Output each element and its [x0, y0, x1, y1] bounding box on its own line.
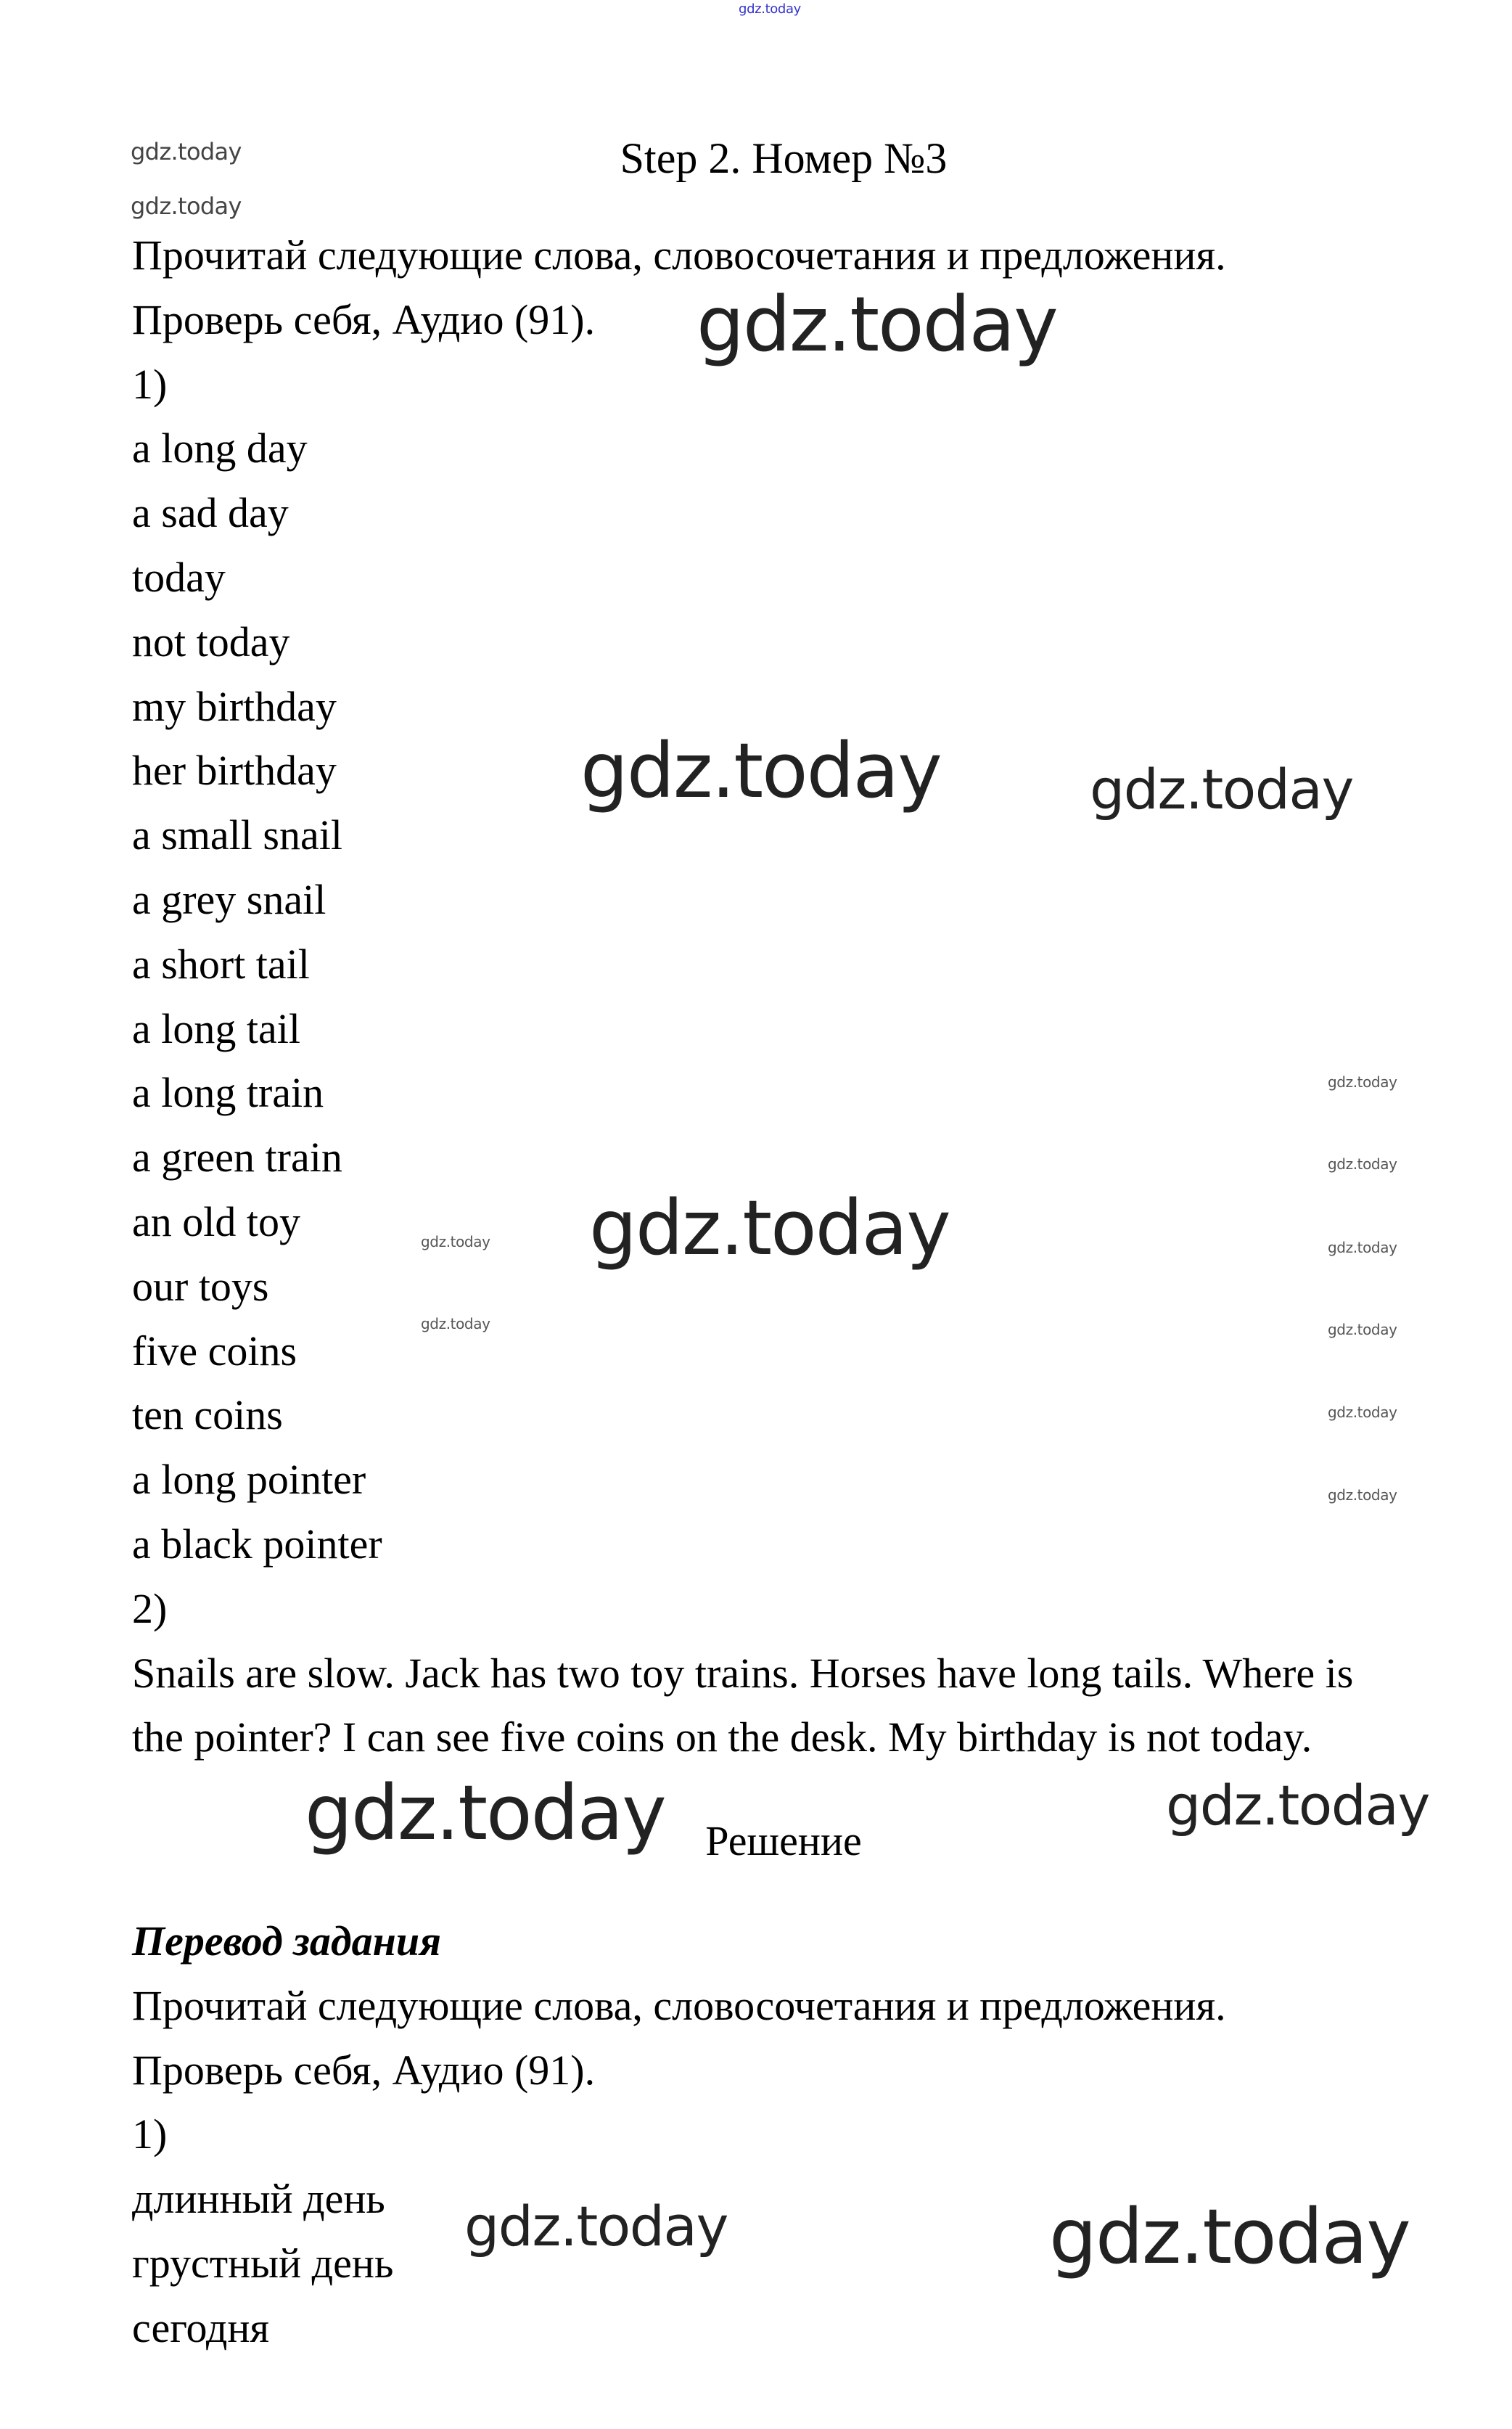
- watermark: gdz.today: [131, 192, 242, 220]
- solution-heading: Решение: [705, 1817, 862, 1864]
- list-item: длинный день: [132, 2175, 385, 2223]
- watermark: gdz.today: [1328, 1404, 1397, 1421]
- instruction-line: Проверь себя, Аудио (91).: [132, 2046, 596, 2094]
- sentences-line: the pointer? I can see five coins on the desk. My birthday is not today.: [132, 1713, 1312, 1761]
- watermark: gdz.today: [1328, 1073, 1397, 1091]
- list-item: a sad day: [132, 489, 289, 537]
- task-block: [132, 224, 1353, 1770]
- list-item: a long pointer: [132, 1456, 366, 1504]
- watermark: gdz.today: [697, 280, 1057, 369]
- watermark: gdz.today: [1166, 1773, 1429, 1838]
- part-label: 1): [132, 2110, 168, 2158]
- list-item: a grey snail: [132, 875, 326, 923]
- list-item: a short tail: [132, 940, 310, 988]
- list-item: today: [132, 553, 226, 601]
- watermark: gdz.today: [131, 138, 242, 165]
- part-label: 2): [132, 1584, 168, 1632]
- list-item: an old toy: [132, 1197, 300, 1245]
- instruction-line: Проверь себя, Аудио (91).: [132, 295, 596, 343]
- list-item: my birthday: [132, 682, 337, 730]
- instruction-line: Прочитай следующие слова, словосочетания и предложения.: [132, 1981, 1226, 2029]
- watermark: gdz.today: [580, 726, 941, 815]
- watermark: gdz.today: [464, 2194, 728, 2258]
- list-item: our toys: [132, 1262, 269, 1310]
- translation-block: [132, 1909, 1226, 2361]
- list-item: грустный день: [132, 2239, 394, 2287]
- watermark: gdz.today: [1328, 1239, 1397, 1256]
- watermark: gdz.today: [1090, 757, 1353, 822]
- list-item: not today: [132, 618, 290, 665]
- watermark: gdz.today: [421, 1233, 490, 1250]
- list-item: a black pointer: [132, 1520, 382, 1568]
- sentences-line: Snails are slow. Jack has two toy trains. Horses have long tails. Where is: [132, 1649, 1354, 1697]
- page-title: Step 2. Номер №3: [620, 134, 948, 182]
- part-label: 1): [132, 360, 168, 408]
- list-item: a long train: [132, 1069, 324, 1117]
- watermark: gdz.today: [1328, 1486, 1397, 1504]
- watermark: gdz.today: [421, 1315, 490, 1332]
- watermark: gdz.today: [1328, 1321, 1397, 1338]
- watermark: gdz.today: [1049, 2192, 1410, 2281]
- translation-heading: Перевод задания: [132, 1917, 441, 1965]
- list-item: a green train: [132, 1134, 342, 1181]
- watermark: gdz.today: [305, 1769, 665, 1857]
- list-item: сегодня: [132, 2303, 270, 2351]
- list-item: a long day: [132, 425, 308, 472]
- watermark: gdz.today: [589, 1184, 950, 1272]
- list-item: ten coins: [132, 1391, 283, 1439]
- watermark: gdz.today: [1328, 1155, 1397, 1173]
- instruction-line: Прочитай следующие слова, словосочетания и предложения.: [132, 232, 1226, 279]
- watermark-link[interactable]: gdz.today: [739, 1, 801, 17]
- list-item: a long tail: [132, 1004, 300, 1052]
- list-item: her birthday: [132, 747, 337, 795]
- list-item: a small snail: [132, 811, 342, 859]
- list-item: five coins: [132, 1327, 297, 1375]
